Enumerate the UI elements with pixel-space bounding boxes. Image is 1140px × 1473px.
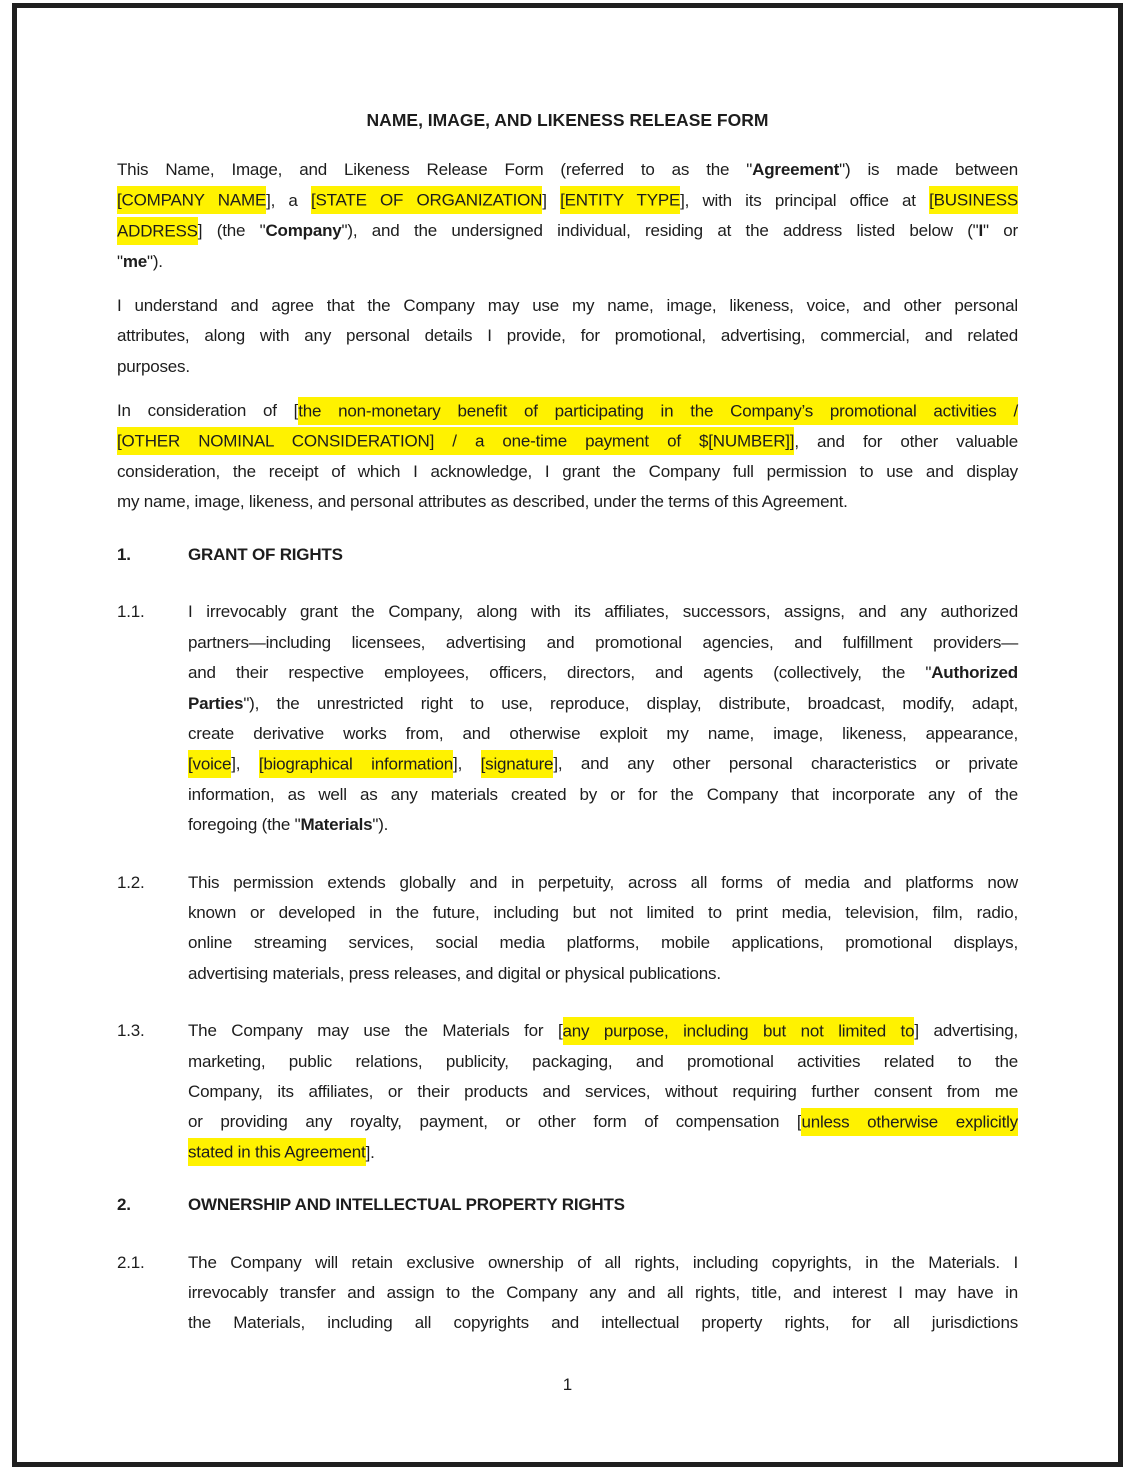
highlighted-placeholder: unless otherwise explicitly [801,1108,1018,1136]
text-line [117,186,1018,216]
text-run: In consideration of [ [117,401,299,421]
text-run: "). [372,815,389,835]
text-line [188,810,1018,840]
intro-paragraph [117,155,1018,277]
understanding-paragraph [117,291,1018,382]
text-run: I irrevocably grant the Company, along with its affiliates, successors, assigns, and any authorized [188,602,1018,622]
clause-text [188,1016,1018,1168]
text-line [188,1138,1018,1168]
clause-2-1 [117,1248,1018,1339]
text-line [117,457,1018,487]
text-run: the Materials, including all copyrights and intellectual property rights, for all jurisdictions [188,1313,1018,1333]
text-line [188,1308,1018,1338]
clause-number: 1.2. [117,872,145,892]
bold-text: Materials [300,815,373,835]
text-run: I understand and agree that the Company may use my name, image, likeness, voice, and other personal [117,296,1018,316]
text-line [117,487,1018,517]
document-body [117,155,1018,1338]
highlighted-placeholder: [COMPANY NAME [117,186,266,214]
text-run: or providing any royalty, payment, or other form of compensation [ [188,1112,802,1132]
clause-1-1 [117,597,1018,840]
text-run: ], with its principal office at [680,190,930,210]
bold-text: Parties [188,693,244,713]
text-line [188,1248,1018,1278]
clause-number: 2.1. [117,1252,145,1272]
highlighted-placeholder: ADDRESS [117,217,198,245]
text-line [117,396,1018,426]
text-run: ], [231,754,259,774]
clause-text [188,868,1018,990]
text-run: The Company will retain exclusive ownership of all rights, including copyrights, in the Materials. I [188,1252,1018,1272]
text-line [188,868,1018,898]
text-run: advertising materials, press releases, and digital or physical publications. [188,963,721,983]
text-line [188,719,1018,749]
text-line [188,689,1018,719]
text-run: ] [542,190,561,210]
highlighted-placeholder: stated in this Agreement [188,1138,366,1166]
text-line [188,1077,1018,1107]
text-run: " [117,251,123,271]
text-line [188,1016,1018,1046]
bold-text: I [978,221,984,241]
text-line [188,658,1018,688]
text-run: my name, image, likeness, and personal attributes as described, under the terms of this Agreement. [117,492,848,512]
text-run: attributes, along with any personal details I provide, for promotional, advertising, commercial, and related [117,326,1018,346]
highlighted-placeholder: the non-monetary benefit of participating in the Company’s promotional activities / [298,397,1018,425]
highlighted-placeholder: [biographical information [259,750,453,778]
text-line [117,216,1018,246]
document-title: NAME, IMAGE, AND LIKENESS RELEASE FORM [366,110,769,130]
text-line [188,749,1018,779]
highlighted-placeholder: [BUSINESS [929,186,1018,214]
text-line [188,1107,1018,1137]
text-line [188,898,1018,928]
text-run: Company, its affiliates, or their products and services, without requiring further consent from me [188,1081,1018,1101]
text-line [188,597,1018,627]
highlighted-placeholder: [OTHER NOMINAL CONSIDERATION] / a one-time payment of $[NUMBER]] [117,427,794,455]
section-2-heading [117,1190,1018,1220]
text-line [117,321,1018,351]
text-line [188,959,1018,989]
text-run: This Name, Image, and Likeness Release Form (referred to as the " [117,160,753,180]
text-run: irrevocably transfer and assign to the Company any and all rights, title, and interest I may have in [188,1283,1018,1302]
text-run: ], [453,754,481,774]
document-content [17,8,1118,1339]
bold-text: Company [265,221,342,241]
text-run: ]. [365,1142,375,1162]
text-line [117,155,1018,185]
text-run: "). [147,251,163,271]
clause-number: 1.1. [117,602,145,622]
text-run: online streaming services, social media platforms, mobile applications, promotional displays, [188,933,1018,953]
text-line [117,427,1018,457]
text-run: known or developed in the future, including but not limited to print media, television, film, radio, [188,902,1018,922]
text-line [117,247,1018,277]
text-run: consideration, the receipt of which I acknowledge, I grant the Company full permission to use and display [117,462,1018,482]
text-run: , and for other valuable [794,431,1018,451]
clause-text [188,1248,1018,1339]
text-run: information, as well as any materials created by or for the Company that incorporate any of the [188,784,1018,804]
text-line [188,1278,1018,1308]
text-run: " or [983,221,1019,241]
consideration-paragraph [117,396,1018,518]
text-run: marketing, public relations, publicity, packaging, and promotional activities related to the [188,1051,1018,1071]
text-run: and their respective employees, officers, directors, and agents (collectively, the " [188,663,932,683]
clause-number: 1.3. [117,1021,145,1041]
highlighted-placeholder: [STATE OF ORGANIZATION [311,186,542,214]
bold-text: me [122,251,148,271]
text-run: "), and the undersigned individual, residing at the address listed below (" [341,221,979,241]
page-border-frame [12,3,1123,1467]
bold-text: Agreement [752,160,840,180]
text-line [188,928,1018,958]
text-line [188,628,1018,658]
text-run: ], and any other personal characteristics or private [553,754,1019,774]
highlighted-placeholder: [signature [481,750,554,778]
text-run: ] advertising, [914,1021,1018,1041]
text-run: The Company may use the Materials for [ [188,1021,563,1041]
text-run: create derivative works from, and otherwise exploit my name, image, likeness, appearance, [188,723,1018,743]
bold-text: Authorized [931,663,1018,683]
section-title: OWNERSHIP AND INTELLECTUAL PROPERTY RIGHTS [188,1195,625,1215]
section-number: 1. [117,544,131,564]
text-run: This permission extends globally and in perpetuity, across all forms of media and platforms now [188,872,1018,892]
highlighted-placeholder: any purpose, including but not limited to [563,1017,915,1045]
text-run: ") is made between [839,160,1019,180]
text-line [188,1047,1018,1077]
text-line [188,780,1018,810]
text-run: "), the unrestricted right to use, reproduce, display, distribute, broadcast, modify, adapt, [243,693,1018,713]
clause-text [188,597,1018,840]
text-run: foregoing (the " [188,815,301,835]
page-number: 1 [562,1375,573,1394]
highlighted-placeholder: [ENTITY TYPE [560,186,680,214]
text-run: partners—including licensees, advertising and promotional agencies, and fulfillment providers— [188,632,1018,652]
highlighted-placeholder: [voice [188,750,231,778]
clause-1-3 [117,1016,1018,1168]
text-run: ] (the " [197,221,266,241]
text-line [117,291,1018,321]
section-1-heading [117,540,1018,570]
text-run: purposes. [117,356,190,376]
text-line [117,352,1018,382]
section-number: 2. [117,1195,131,1215]
clause-1-2 [117,868,1018,990]
section-title: GRANT OF RIGHTS [188,544,343,564]
text-run: ], a [266,190,311,210]
